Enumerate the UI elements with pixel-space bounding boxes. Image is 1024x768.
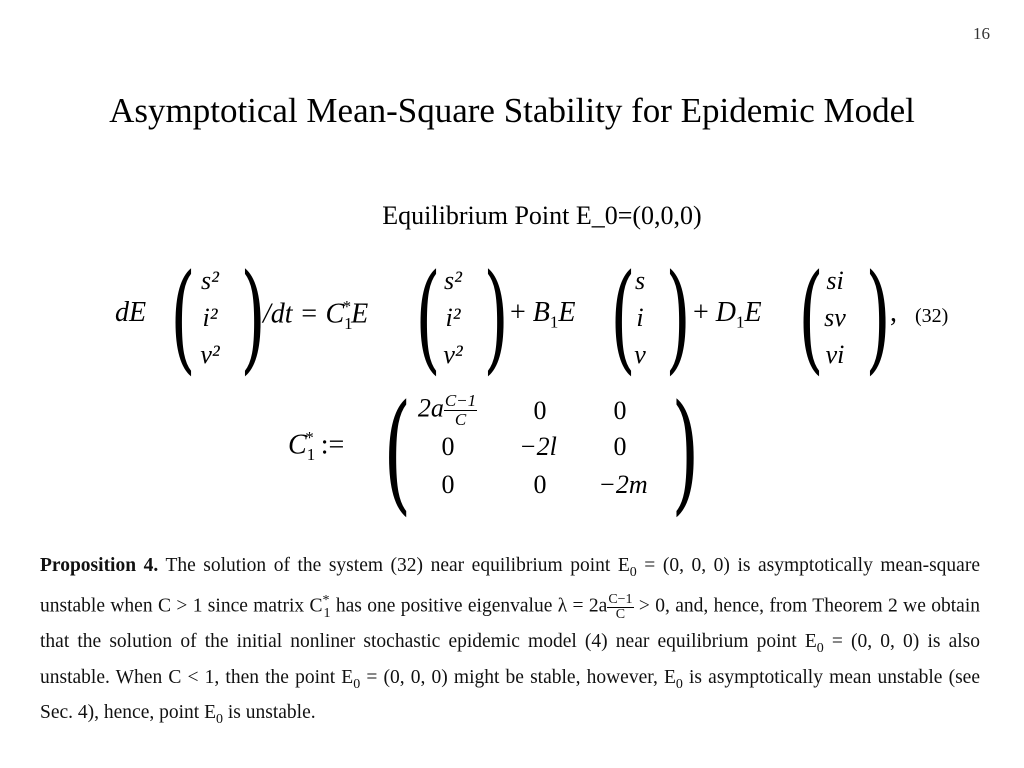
matrix-a23: 0 — [613, 432, 627, 461]
matrix-a11: 2a $\frac{C-1}{C}$ — [417, 391, 477, 429]
eq-comma: , — [890, 297, 897, 328]
vec-entry: i² — [445, 303, 461, 332]
vec-entry: s² — [201, 266, 219, 295]
slide-number: 16 — [973, 24, 990, 43]
proposition-4: Proposition 4. The solution of the system (32) near equilibrium point $E_0 = (0$, 0, 0) is asymptotically mean-square unstable when C > 1 since matrix $C^*_1$ has one positive eigenvalue λ = 2a $\frac{C-1}{C}$ > 0, and, hence, from Theorem 2 we obtain that the solution of the initial nonliner stochastic epidemic model (4) near equilibrium point $E_0 = (0$, 0, 0) is also unstable. When C < 1, then the point $E_0 = (0$, 0, 0) might be stable, however, $E_0$ is asymptotically mean unstable (see Sec. 4), hence, point $E_0$ is unstable. — [40, 555, 981, 727]
vec-entry: si — [826, 266, 844, 295]
vec-entry: s² — [444, 266, 462, 295]
paren-right: ) — [865, 248, 891, 386]
matrix-a12: 0 — [533, 396, 547, 425]
matrix-paren-left: ( — [383, 376, 412, 528]
vector-3 — [815, 262, 855, 373]
vec-entry: s — [634, 266, 646, 295]
equation-number: (32) — [915, 305, 949, 327]
eq-lhs-prefix: dE — [115, 297, 147, 328]
slide-subtitle: Equilibrium Point E_0=(0,0,0) — [382, 201, 702, 230]
matrix-a21: 0 — [441, 432, 455, 461]
matrix-a31: 0 — [441, 470, 455, 499]
vec-entry: i² — [202, 303, 218, 332]
matrix-paren-right: ) — [671, 376, 700, 528]
vector-1 — [433, 262, 473, 373]
eq-mid: $/dt = C_1^*E$ — [263, 297, 369, 333]
vec-entry: sv — [824, 303, 846, 332]
proposition-label: Proposition 4. — [40, 555, 159, 576]
paren-left: ( — [415, 248, 441, 386]
paren-right: ) — [483, 248, 509, 386]
matrix-a33: −2m — [598, 470, 648, 499]
paren-left: ( — [610, 248, 636, 386]
paren-right: ) — [665, 248, 691, 386]
matrix-lhs: $C_1^*$ := — [288, 428, 345, 464]
vec-entry: i — [636, 303, 644, 332]
matrix-a13: 0 — [613, 396, 627, 425]
paren-left: ( — [170, 248, 196, 386]
matrix-a22: −2l — [519, 432, 557, 461]
slide-title: Asymptotical Mean-Square Stability for Epidemic Model — [109, 91, 915, 130]
vec-entry: vi — [825, 340, 845, 369]
eq-plus-d: + $D_1E$ — [693, 297, 762, 332]
vec-entry: v² — [200, 340, 220, 369]
vector-2 — [625, 262, 655, 373]
vec-entry: v² — [443, 340, 463, 369]
vec-entry: v — [634, 340, 646, 369]
paren-right: ) — [240, 248, 266, 386]
matrix-a32: 0 — [533, 470, 547, 499]
eq-plus-b: + $B_1E$ — [510, 297, 576, 332]
paren-left: ( — [798, 248, 824, 386]
lhs-vector — [190, 262, 230, 373]
